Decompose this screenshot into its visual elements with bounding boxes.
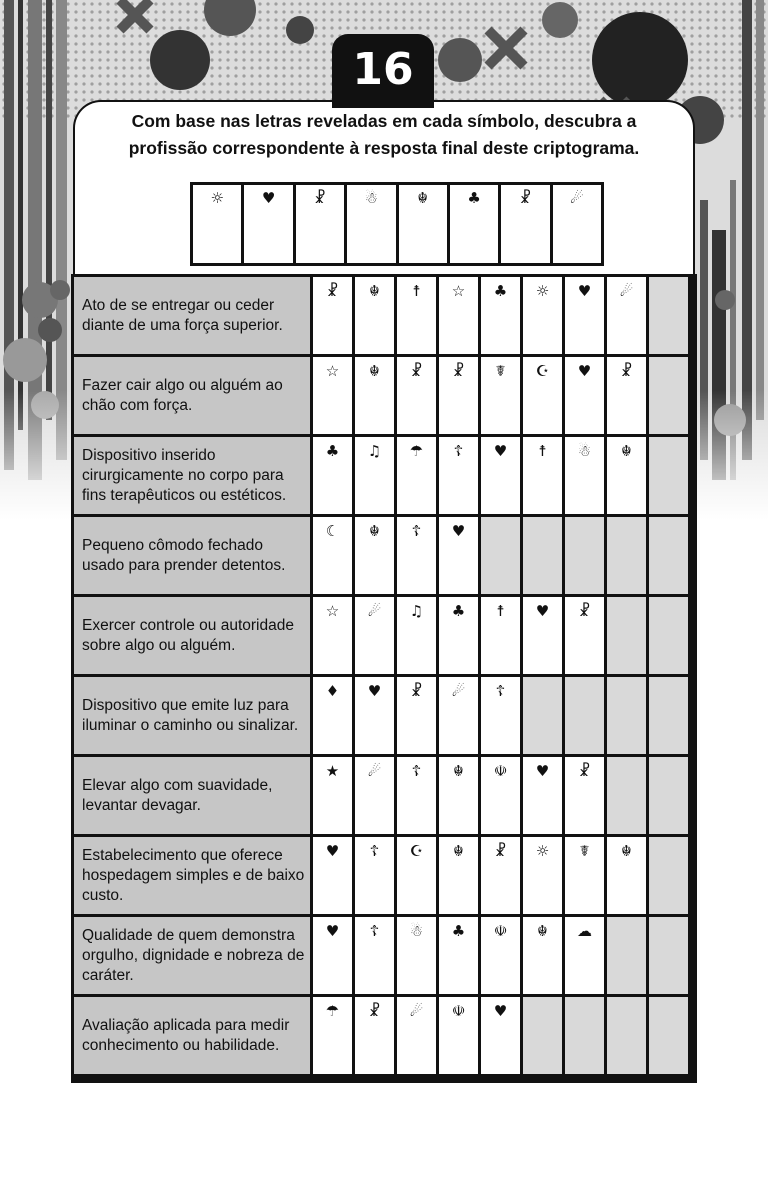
letter-cell[interactable]: ☧ [481, 837, 520, 914]
blank-cell [565, 517, 604, 594]
letter-cell[interactable]: ☬ [355, 517, 394, 594]
clue-row [74, 837, 694, 914]
letter-cell[interactable]: ☄ [355, 597, 394, 674]
blank-cell [523, 517, 562, 594]
letter-cell[interactable]: ☆ [439, 277, 478, 354]
letter-cell[interactable]: ♣ [439, 917, 478, 994]
blank-cell [607, 677, 646, 754]
instructions-line: profissão correspondente à resposta final deste criptograma. [128, 138, 640, 158]
letter-cell[interactable]: ☬ [355, 277, 394, 354]
letter-cell[interactable]: ♥ [565, 357, 604, 434]
letter-cell[interactable]: ☃ [397, 917, 436, 994]
letter-cell[interactable]: ☼ [523, 837, 562, 914]
letter-cell[interactable]: ☪ [397, 837, 436, 914]
answer-cell[interactable]: ☃ [347, 185, 395, 263]
letter-cell[interactable]: ☃ [565, 437, 604, 514]
letter-cell[interactable]: ☪ [523, 357, 562, 434]
letter-cell[interactable]: ☦ [355, 917, 394, 994]
answer-cell[interactable]: ☼ [193, 185, 241, 263]
letter-cell[interactable]: ☨ [397, 277, 436, 354]
letter-cell[interactable]: ★ [313, 757, 352, 834]
clue-text: Avaliação aplicada para medir conhecimento ou habilidade. [74, 997, 310, 1074]
letter-cell[interactable]: ☦ [397, 757, 436, 834]
letter-cell[interactable]: ☤ [481, 357, 520, 434]
letter-cell[interactable]: ☧ [565, 597, 604, 674]
clue-text: Estabelecimento que oferece hospedagem simples e de baixo custo. [74, 837, 310, 914]
answer-cell[interactable]: ☧ [296, 185, 344, 263]
letter-cell[interactable]: ☁ [565, 917, 604, 994]
letter-cell[interactable]: ☬ [355, 357, 394, 434]
blank-cell [649, 757, 688, 834]
clue-row [74, 437, 694, 514]
letter-cell[interactable]: ♥ [439, 517, 478, 594]
clue-row [74, 917, 694, 994]
letter-cell[interactable]: ♥ [355, 677, 394, 754]
letter-cell[interactable]: ♥ [523, 597, 562, 674]
letter-cell[interactable]: ☦ [439, 437, 478, 514]
letter-cell[interactable]: ☧ [355, 997, 394, 1074]
blank-cell [565, 677, 604, 754]
letter-cell[interactable]: ☆ [313, 357, 352, 434]
blank-cell [523, 677, 562, 754]
letter-cell[interactable]: ☧ [565, 757, 604, 834]
letter-cell[interactable]: ☬ [439, 757, 478, 834]
letter-cell[interactable]: ☦ [481, 677, 520, 754]
answer-cell[interactable]: ♥ [244, 185, 292, 263]
blank-cell [607, 997, 646, 1074]
letter-cell[interactable]: ♥ [481, 997, 520, 1074]
clue-text: Pequeno cômodo fechado usado para prender detentos. [74, 517, 310, 594]
letter-cell[interactable]: ☄ [397, 997, 436, 1074]
answer-cell[interactable]: ☬ [399, 185, 447, 263]
letter-cell[interactable]: ☆ [313, 597, 352, 674]
clue-row [74, 677, 694, 754]
clue-row [74, 517, 694, 594]
blank-cell [649, 517, 688, 594]
blank-cell [481, 517, 520, 594]
letter-cell[interactable]: ♥ [313, 837, 352, 914]
clue-row [74, 997, 694, 1074]
letter-cell[interactable]: ☨ [523, 437, 562, 514]
letter-cell[interactable]: ☦ [397, 517, 436, 594]
blank-cell [649, 357, 688, 434]
letter-cell[interactable]: ☧ [397, 357, 436, 434]
letter-cell[interactable]: ☧ [313, 277, 352, 354]
blank-cell [649, 597, 688, 674]
letter-cell[interactable]: ☬ [607, 837, 646, 914]
instructions-card [73, 100, 695, 278]
letter-cell[interactable]: ☬ [523, 917, 562, 994]
clue-text: Qualidade de quem demonstra orgulho, dignidade e nobreza de caráter. [74, 917, 310, 994]
letter-cell[interactable]: ♣ [481, 277, 520, 354]
letter-cell[interactable]: ♥ [313, 917, 352, 994]
letter-cell[interactable]: ☤ [565, 837, 604, 914]
letter-cell[interactable]: ☬ [439, 837, 478, 914]
letter-cell[interactable]: ☾ [313, 517, 352, 594]
letter-cell[interactable]: ☨ [481, 597, 520, 674]
clue-text: Ato de se entregar ou ceder diante de uma força superior. [74, 277, 310, 354]
clue-row [74, 757, 694, 834]
letter-cell[interactable]: ♫ [397, 597, 436, 674]
letter-cell[interactable]: ☬ [607, 437, 646, 514]
letter-cell[interactable]: ♣ [439, 597, 478, 674]
letter-cell[interactable]: ☄ [607, 277, 646, 354]
blank-cell [523, 997, 562, 1074]
clue-text: Elevar algo com suavidade, levantar devagar. [74, 757, 310, 834]
blank-cell [649, 837, 688, 914]
blank-cell [607, 517, 646, 594]
answer-cell[interactable]: ☄ [553, 185, 601, 263]
blank-cell [649, 437, 688, 514]
clue-text: Exercer controle ou autoridade sobre algo ou alguém. [74, 597, 310, 674]
letter-cell[interactable]: ☂ [313, 997, 352, 1074]
letter-cell[interactable]: ♥ [565, 277, 604, 354]
letter-cell[interactable]: ♣ [313, 437, 352, 514]
answer-cell[interactable]: ☧ [501, 185, 549, 263]
letter-cell[interactable]: ☫ [481, 917, 520, 994]
clue-row [74, 277, 694, 354]
letter-cell[interactable]: ♥ [481, 437, 520, 514]
blank-cell [565, 997, 604, 1074]
letter-cell[interactable]: ☄ [355, 757, 394, 834]
letter-cell[interactable]: ☼ [523, 277, 562, 354]
letter-cell[interactable]: ☦ [355, 837, 394, 914]
letter-cell[interactable]: ☄ [439, 677, 478, 754]
letter-cell[interactable]: ☂ [397, 437, 436, 514]
blank-cell [649, 997, 688, 1074]
blank-cell [607, 917, 646, 994]
clue-text: Fazer cair algo ou alguém ao chão com força. [74, 357, 310, 434]
blank-cell [649, 917, 688, 994]
letter-cell[interactable]: ☧ [607, 357, 646, 434]
letter-cell[interactable]: ☫ [481, 757, 520, 834]
clue-text: Dispositivo que emite luz para iluminar o caminho ou sinalizar. [74, 677, 310, 754]
letter-cell[interactable]: ☧ [439, 357, 478, 434]
clue-text: Dispositivo inserido cirurgicamente no corpo para fins terapêuticos ou estéticos. [74, 437, 310, 514]
letter-cell[interactable]: ♦ [313, 677, 352, 754]
blank-cell [607, 757, 646, 834]
blank-cell [607, 597, 646, 674]
instructions-line: Com base nas letras reveladas em cada símbolo, descubra a [131, 111, 637, 131]
clue-row [74, 357, 694, 434]
cryptogram-grid [71, 274, 697, 1083]
letter-cell[interactable]: ☫ [439, 997, 478, 1074]
letter-cell[interactable]: ☧ [397, 677, 436, 754]
puzzle-number-tab: 16 [332, 34, 434, 108]
instructions-text [75, 108, 693, 162]
clue-row [74, 597, 694, 674]
answer-cell[interactable]: ♣ [450, 185, 498, 263]
letter-cell[interactable]: ♫ [355, 437, 394, 514]
final-answer-row [190, 182, 604, 266]
blank-cell [649, 277, 688, 354]
blank-cell [649, 677, 688, 754]
letter-cell[interactable]: ♥ [523, 757, 562, 834]
